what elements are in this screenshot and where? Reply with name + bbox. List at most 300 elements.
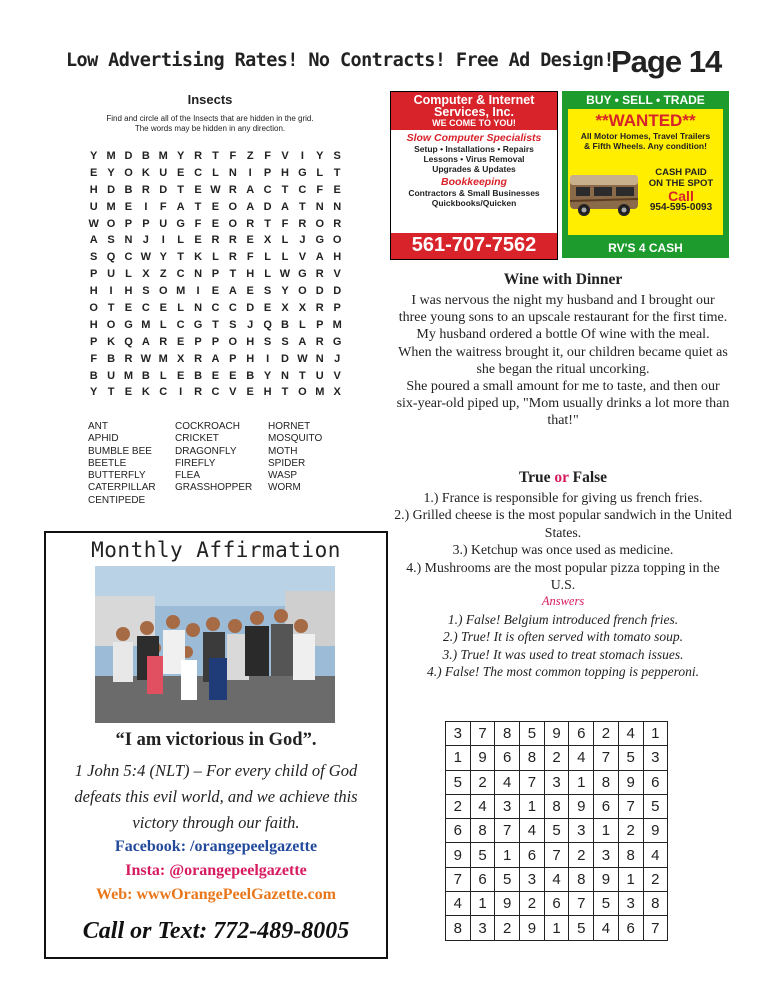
word-search-letter[interactable]: N bbox=[315, 200, 324, 213]
sudoku-cell[interactable]: 7 bbox=[544, 843, 569, 867]
word-search-letter[interactable]: Y bbox=[90, 150, 98, 162]
sudoku-cell[interactable]: 2 bbox=[643, 867, 668, 891]
word-search-letter[interactable]: R bbox=[315, 302, 324, 315]
word-search-letter[interactable]: R bbox=[194, 386, 203, 399]
word-search-letter[interactable]: S bbox=[229, 318, 237, 331]
sudoku-cell[interactable]: 1 bbox=[520, 794, 545, 818]
word-search-letter[interactable]: Q bbox=[124, 335, 133, 348]
word-search-letter[interactable]: C bbox=[176, 318, 185, 331]
word-search-letter[interactable]: U bbox=[89, 200, 98, 213]
word-search-letter[interactable]: L bbox=[159, 369, 167, 382]
word-search-letter[interactable]: T bbox=[177, 251, 185, 264]
sudoku-cell[interactable]: 5 bbox=[446, 770, 471, 794]
word-search-letter[interactable]: T bbox=[107, 386, 115, 399]
sudoku-cell[interactable]: 2 bbox=[495, 916, 520, 940]
word-search-letter[interactable]: P bbox=[194, 335, 202, 348]
sudoku-cell[interactable]: 8 bbox=[446, 916, 471, 940]
word-search-letter[interactable]: S bbox=[333, 150, 341, 162]
word-search-letter[interactable]: P bbox=[211, 335, 220, 348]
word-search-letter[interactable]: Q bbox=[106, 251, 116, 264]
word-search-letter[interactable]: T bbox=[212, 150, 219, 162]
sudoku-cell[interactable]: 4 bbox=[544, 867, 569, 891]
word-search-letter[interactable]: D bbox=[246, 302, 255, 315]
facebook-link[interactable]: Facebook: /orangepeelgazette bbox=[114, 838, 318, 855]
word-search-letter[interactable]: O bbox=[89, 302, 98, 315]
word-search-letter[interactable]: M bbox=[315, 386, 325, 399]
word-search-letter[interactable]: H bbox=[246, 335, 255, 348]
word-search-letter[interactable]: W bbox=[210, 183, 221, 196]
word-search-letter[interactable]: O bbox=[106, 318, 116, 331]
word-search-letter[interactable]: G bbox=[332, 335, 342, 348]
word-search-letter[interactable]: Y bbox=[316, 150, 324, 162]
word-search-letter[interactable]: N bbox=[194, 268, 203, 281]
word-search-letter[interactable]: O bbox=[228, 335, 238, 348]
word-search-letter[interactable]: R bbox=[228, 251, 237, 264]
word-search-letter[interactable]: A bbox=[89, 234, 98, 247]
word-search-letter[interactable]: R bbox=[194, 352, 203, 365]
word-search-letter[interactable]: R bbox=[315, 335, 324, 348]
word-search-letter[interactable]: T bbox=[333, 166, 341, 179]
word-search-letter[interactable]: E bbox=[211, 369, 220, 382]
word-search-letter[interactable]: E bbox=[211, 200, 220, 213]
sudoku-cell[interactable]: 7 bbox=[520, 770, 545, 794]
word-search-letter[interactable]: A bbox=[211, 352, 220, 365]
word-search-letter[interactable]: Y bbox=[281, 285, 289, 298]
word-search-letter[interactable]: P bbox=[333, 302, 341, 315]
sudoku-cell[interactable]: 7 bbox=[470, 722, 495, 746]
word-search-letter[interactable]: L bbox=[299, 318, 306, 331]
word-search-letter[interactable]: N bbox=[333, 200, 342, 213]
word-search-letter[interactable]: B bbox=[141, 369, 150, 382]
word-search-letter[interactable]: F bbox=[90, 352, 98, 365]
word-search-letter[interactable]: W bbox=[297, 352, 308, 365]
word-search-letter[interactable]: O bbox=[315, 217, 325, 230]
sudoku-cell[interactable]: 6 bbox=[569, 722, 594, 746]
word-search-letter[interactable]: E bbox=[124, 200, 133, 213]
word-search-letter[interactable]: G bbox=[124, 318, 133, 331]
word-search-letter[interactable]: X bbox=[298, 302, 307, 315]
word-search-letter[interactable]: G bbox=[176, 217, 185, 230]
word-search-letter[interactable]: E bbox=[124, 302, 133, 315]
word-search-letter[interactable]: F bbox=[316, 183, 324, 196]
sudoku-cell[interactable]: 6 bbox=[544, 892, 569, 916]
word-search-letter[interactable]: T bbox=[299, 200, 306, 213]
word-search-letter[interactable]: E bbox=[176, 166, 185, 179]
word-search-letter[interactable]: F bbox=[229, 150, 237, 162]
word-search-letter[interactable]: L bbox=[125, 268, 132, 281]
sudoku-cell[interactable]: 1 bbox=[569, 770, 594, 794]
sudoku-cell[interactable]: 9 bbox=[495, 892, 520, 916]
sudoku-cell[interactable]: 2 bbox=[520, 892, 545, 916]
word-search-letter[interactable]: K bbox=[141, 386, 150, 399]
word-search-letter[interactable]: E bbox=[176, 369, 185, 382]
word-search-letter[interactable]: A bbox=[246, 183, 255, 196]
word-search-letter[interactable]: A bbox=[281, 200, 289, 213]
word-search-letter[interactable]: G bbox=[298, 166, 307, 179]
word-search-letter[interactable]: G bbox=[298, 268, 307, 281]
word-search-letter[interactable]: M bbox=[158, 150, 168, 162]
sudoku-cell[interactable]: 4 bbox=[470, 794, 495, 818]
word-search-letter[interactable]: C bbox=[124, 251, 133, 264]
sudoku-cell[interactable]: 9 bbox=[569, 794, 594, 818]
word-search-letter[interactable]: A bbox=[176, 200, 185, 213]
word-search-letter[interactable]: M bbox=[141, 318, 151, 331]
word-search-letter[interactable]: T bbox=[229, 268, 237, 281]
word-search-letter[interactable]: N bbox=[228, 166, 237, 179]
word-search-letter[interactable]: A bbox=[141, 335, 150, 348]
word-search-letter[interactable]: H bbox=[333, 251, 342, 264]
sudoku-cell[interactable]: 5 bbox=[569, 916, 594, 940]
word-search-letter[interactable]: E bbox=[211, 285, 220, 298]
word-search-letter[interactable]: U bbox=[107, 369, 116, 382]
word-search-letter[interactable]: U bbox=[315, 369, 324, 382]
word-search-letter[interactable]: O bbox=[228, 217, 238, 230]
word-search-letter[interactable]: R bbox=[298, 217, 307, 230]
word-search-letter[interactable]: P bbox=[90, 268, 98, 281]
word-search-letter[interactable]: C bbox=[211, 386, 220, 399]
word-search-letter[interactable]: Q bbox=[263, 318, 272, 331]
word-search-letter[interactable]: X bbox=[176, 352, 185, 365]
word-search-letter[interactable]: E bbox=[159, 302, 167, 315]
sudoku-cell[interactable]: 1 bbox=[643, 722, 668, 746]
word-search-letter[interactable]: T bbox=[107, 302, 115, 315]
sudoku-cell[interactable]: 5 bbox=[618, 746, 643, 770]
word-search-letter[interactable]: H bbox=[281, 166, 289, 179]
word-search-letter[interactable]: R bbox=[246, 217, 255, 230]
word-search-letter[interactable]: E bbox=[229, 369, 237, 382]
word-search-letter[interactable]: E bbox=[246, 386, 254, 399]
word-search-letter[interactable]: U bbox=[159, 166, 168, 179]
sudoku-cell[interactable]: 1 bbox=[618, 867, 643, 891]
word-search-letter[interactable]: P bbox=[124, 217, 133, 230]
word-search-letter[interactable]: C bbox=[159, 386, 168, 399]
word-search-letter[interactable]: R bbox=[228, 183, 237, 196]
instagram-link[interactable]: Insta: @orangepeelgazette bbox=[125, 862, 307, 879]
word-search-letter[interactable]: R bbox=[141, 183, 150, 196]
word-search-letter[interactable]: T bbox=[194, 200, 202, 213]
word-search-letter[interactable]: S bbox=[263, 335, 272, 348]
word-search-letter[interactable]: E bbox=[333, 183, 341, 196]
word-search-letter[interactable]: S bbox=[281, 335, 289, 348]
word-search-letter[interactable]: G bbox=[315, 234, 325, 247]
sudoku-cell[interactable]: 2 bbox=[569, 843, 594, 867]
word-search-letter[interactable]: H bbox=[89, 285, 98, 298]
word-search-letter[interactable]: O bbox=[332, 234, 342, 247]
word-search-letter[interactable]: H bbox=[89, 183, 98, 196]
word-search-letter[interactable]: A bbox=[315, 251, 324, 264]
word-search-letter[interactable]: R bbox=[315, 268, 324, 281]
word-search-letter[interactable]: E bbox=[246, 234, 254, 247]
word-search-letter[interactable]: A bbox=[298, 335, 307, 348]
word-search-letter[interactable]: H bbox=[246, 268, 255, 281]
sudoku-cell[interactable]: 8 bbox=[594, 770, 619, 794]
word-search-letter[interactable]: D bbox=[124, 150, 133, 162]
sudoku-cell[interactable]: 2 bbox=[470, 770, 495, 794]
word-search-letter[interactable]: N bbox=[124, 234, 133, 247]
word-search-letter[interactable]: S bbox=[263, 285, 272, 298]
word-search-letter[interactable]: L bbox=[264, 268, 271, 281]
word-search-letter[interactable]: I bbox=[179, 386, 183, 399]
sudoku-cell[interactable]: 4 bbox=[569, 746, 594, 770]
sudoku-cell[interactable]: 7 bbox=[569, 892, 594, 916]
word-search-letter[interactable]: W bbox=[88, 217, 99, 230]
word-search-letter[interactable]: B bbox=[124, 183, 133, 196]
word-search-letter[interactable]: P bbox=[229, 352, 237, 365]
word-search-letter[interactable]: D bbox=[315, 285, 324, 298]
word-search-letter[interactable]: V bbox=[298, 251, 307, 264]
word-search-letter[interactable]: A bbox=[228, 285, 237, 298]
word-search-letter[interactable]: R bbox=[159, 335, 168, 348]
word-search-letter[interactable]: L bbox=[159, 318, 167, 331]
word-search-letter[interactable]: B bbox=[281, 318, 289, 331]
word-search-letter[interactable]: M bbox=[106, 200, 116, 213]
word-search-letter[interactable]: E bbox=[194, 183, 202, 196]
sudoku-cell[interactable]: 2 bbox=[594, 722, 619, 746]
word-search-letter[interactable]: P bbox=[90, 335, 98, 348]
word-search-letter[interactable]: Y bbox=[159, 251, 167, 264]
website-link[interactable]: Web: wwwOrangePeelGazette.com bbox=[96, 886, 336, 903]
word-search-letter[interactable]: Y bbox=[90, 386, 98, 399]
word-search-letter[interactable]: Y bbox=[263, 369, 272, 382]
word-search-letter[interactable]: K bbox=[141, 166, 150, 179]
sudoku-cell[interactable]: 6 bbox=[618, 916, 643, 940]
word-search-letter[interactable]: C bbox=[176, 268, 185, 281]
sudoku-cell[interactable]: 7 bbox=[618, 794, 643, 818]
sudoku-cell[interactable]: 1 bbox=[594, 819, 619, 843]
word-search-letter[interactable]: L bbox=[212, 251, 219, 264]
sudoku-cell[interactable]: 7 bbox=[643, 916, 668, 940]
sudoku-cell[interactable]: 4 bbox=[594, 916, 619, 940]
word-search-letter[interactable]: E bbox=[194, 234, 202, 247]
word-search-letter[interactable]: R bbox=[194, 150, 203, 162]
call-or-text[interactable]: Call or Text: 772-489-8005 bbox=[82, 918, 350, 944]
word-search-letter[interactable]: S bbox=[107, 234, 115, 247]
sudoku-cell[interactable]: 9 bbox=[544, 722, 569, 746]
word-search-letter[interactable]: H bbox=[89, 318, 98, 331]
sudoku-cell[interactable]: 5 bbox=[520, 722, 545, 746]
word-search-letter[interactable]: R bbox=[124, 352, 133, 365]
sudoku-cell[interactable]: 7 bbox=[495, 819, 520, 843]
sudoku-cell[interactable]: 6 bbox=[446, 819, 471, 843]
sudoku-cell[interactable]: 6 bbox=[495, 746, 520, 770]
word-search-letter[interactable]: F bbox=[246, 251, 254, 264]
word-search-letter[interactable]: T bbox=[281, 183, 289, 196]
word-search-letter[interactable]: O bbox=[228, 200, 238, 213]
sudoku-cell[interactable]: 5 bbox=[470, 843, 495, 867]
sudoku-cell[interactable]: 8 bbox=[569, 867, 594, 891]
sudoku-cell[interactable]: 4 bbox=[446, 892, 471, 916]
sudoku-cell[interactable]: 5 bbox=[594, 892, 619, 916]
word-search-letter[interactable]: I bbox=[144, 200, 148, 213]
word-search-letter[interactable]: T bbox=[177, 183, 185, 196]
word-search-letter[interactable]: M bbox=[106, 150, 116, 162]
sudoku-cell[interactable]: 9 bbox=[446, 843, 471, 867]
sudoku-cell[interactable]: 1 bbox=[446, 746, 471, 770]
sudoku-cell[interactable]: 1 bbox=[544, 916, 569, 940]
word-search-letter[interactable]: X bbox=[263, 234, 272, 247]
word-search-letter[interactable]: W bbox=[140, 352, 152, 365]
word-search-letter[interactable]: R bbox=[228, 234, 237, 247]
word-search-letter[interactable]: H bbox=[263, 386, 272, 399]
word-search-letter[interactable]: C bbox=[194, 166, 203, 179]
word-search-letter[interactable]: W bbox=[279, 268, 291, 281]
sudoku-cell[interactable]: 8 bbox=[470, 819, 495, 843]
word-search-letter[interactable]: E bbox=[176, 335, 185, 348]
word-search-letter[interactable]: N bbox=[194, 302, 203, 315]
word-search-letter[interactable]: J bbox=[334, 352, 341, 365]
word-search-letter[interactable]: H bbox=[124, 285, 133, 298]
sudoku-cell[interactable]: 8 bbox=[618, 843, 643, 867]
word-search-letter[interactable]: B bbox=[194, 369, 203, 382]
word-search-letter[interactable]: M bbox=[158, 352, 168, 365]
sudoku-cell[interactable]: 3 bbox=[520, 867, 545, 891]
word-search-letter[interactable]: L bbox=[281, 251, 289, 264]
sudoku-cell[interactable]: 6 bbox=[470, 867, 495, 891]
word-search-letter[interactable]: B bbox=[141, 150, 150, 162]
word-search-letter[interactable]: B bbox=[246, 369, 255, 382]
sudoku-cell[interactable]: 9 bbox=[643, 819, 668, 843]
word-search-letter[interactable]: L bbox=[177, 302, 185, 315]
word-search-letter[interactable]: L bbox=[281, 234, 289, 247]
word-search-letter[interactable]: Y bbox=[176, 150, 185, 162]
sudoku-cell[interactable]: 8 bbox=[520, 746, 545, 770]
sudoku-cell[interactable]: 1 bbox=[470, 892, 495, 916]
sudoku-cell[interactable]: 4 bbox=[643, 843, 668, 867]
word-search-letter[interactable]: J bbox=[142, 234, 149, 247]
word-search-letter[interactable]: K bbox=[194, 251, 203, 264]
sudoku-cell[interactable]: 9 bbox=[520, 916, 545, 940]
word-search-letter[interactable]: O bbox=[106, 217, 116, 230]
word-search-letter[interactable]: I bbox=[196, 285, 200, 298]
word-search-letter[interactable]: L bbox=[212, 166, 219, 179]
sudoku-cell[interactable]: 4 bbox=[520, 819, 545, 843]
sudoku-cell[interactable]: 1 bbox=[495, 843, 520, 867]
word-search-letter[interactable]: T bbox=[212, 318, 219, 331]
word-search-letter[interactable]: Z bbox=[159, 268, 167, 281]
sudoku-cell[interactable]: 8 bbox=[643, 892, 668, 916]
sudoku-cell[interactable]: 5 bbox=[495, 867, 520, 891]
sudoku-cell[interactable]: 3 bbox=[470, 916, 495, 940]
sudoku-cell[interactable]: 9 bbox=[594, 867, 619, 891]
word-search-letter[interactable]: I bbox=[300, 150, 304, 162]
word-search-letter[interactable]: P bbox=[263, 166, 272, 179]
sudoku-cell[interactable]: 9 bbox=[618, 770, 643, 794]
word-search-letter[interactable]: C bbox=[228, 302, 237, 315]
word-search-letter[interactable]: H bbox=[246, 352, 255, 365]
sudoku-cell[interactable]: 7 bbox=[446, 867, 471, 891]
computer-ad-phone[interactable]: 561-707-7562 bbox=[391, 233, 557, 259]
sudoku-cell[interactable]: 7 bbox=[594, 746, 619, 770]
word-search-letter[interactable]: A bbox=[246, 200, 255, 213]
word-search-letter[interactable]: S bbox=[90, 251, 98, 264]
word-search-letter[interactable]: P bbox=[211, 268, 220, 281]
sudoku-cell[interactable]: 2 bbox=[446, 794, 471, 818]
rv-ad-phone[interactable]: 954-595-0093 bbox=[649, 202, 713, 213]
word-search-letter[interactable]: E bbox=[246, 285, 254, 298]
word-search-letter[interactable]: X bbox=[333, 386, 341, 399]
word-search-letter[interactable]: P bbox=[142, 217, 150, 230]
sudoku-cell[interactable]: 3 bbox=[594, 843, 619, 867]
word-search-letter[interactable]: E bbox=[263, 302, 272, 315]
word-search-letter[interactable]: L bbox=[316, 166, 324, 179]
word-search-letter[interactable]: E bbox=[90, 166, 98, 179]
word-search-letter[interactable]: D bbox=[281, 352, 289, 365]
word-search-letter[interactable]: M bbox=[176, 285, 186, 298]
word-search-letter[interactable]: I bbox=[248, 166, 252, 179]
word-search-letter[interactable]: I bbox=[266, 352, 270, 365]
sudoku-cell[interactable]: 4 bbox=[618, 722, 643, 746]
word-search-letter[interactable]: R bbox=[333, 217, 342, 230]
word-search-letter[interactable]: D bbox=[263, 200, 272, 213]
sudoku-cell[interactable]: 3 bbox=[618, 892, 643, 916]
word-search-letter[interactable]: C bbox=[298, 183, 307, 196]
word-search-letter[interactable]: X bbox=[142, 268, 150, 281]
word-search-letter[interactable]: D bbox=[107, 183, 116, 196]
word-search-letter[interactable]: U bbox=[107, 268, 116, 281]
word-search-letter[interactable]: O bbox=[298, 386, 307, 399]
sudoku-cell[interactable]: 2 bbox=[618, 819, 643, 843]
word-search-letter[interactable]: N bbox=[315, 352, 324, 365]
sudoku-cell[interactable]: 5 bbox=[643, 794, 668, 818]
word-search-letter[interactable]: F bbox=[281, 217, 289, 230]
sudoku-cell[interactable]: 2 bbox=[544, 746, 569, 770]
word-search-letter[interactable]: Y bbox=[107, 166, 115, 179]
sudoku-cell[interactable]: 9 bbox=[470, 746, 495, 770]
word-search-letter[interactable]: G bbox=[193, 318, 203, 331]
word-search-letter[interactable]: O bbox=[124, 166, 133, 179]
word-search-letter[interactable]: Z bbox=[246, 150, 254, 162]
word-search-letter[interactable]: U bbox=[159, 217, 168, 230]
word-search-letter[interactable]: B bbox=[107, 352, 116, 365]
sudoku-cell[interactable]: 6 bbox=[643, 770, 668, 794]
word-search-letter[interactable]: M bbox=[332, 318, 342, 331]
word-search-letter[interactable]: L bbox=[264, 251, 271, 264]
word-search-letter[interactable]: L bbox=[177, 234, 185, 247]
word-search-letter[interactable]: K bbox=[107, 335, 116, 348]
sudoku-cell[interactable]: 6 bbox=[520, 843, 545, 867]
word-search-letter[interactable]: V bbox=[229, 386, 237, 399]
sudoku-cell[interactable]: 3 bbox=[446, 722, 471, 746]
word-search-letter[interactable]: T bbox=[281, 386, 289, 399]
word-search-letter[interactable]: P bbox=[316, 318, 324, 331]
sudoku-cell[interactable]: 3 bbox=[544, 770, 569, 794]
sudoku-cell[interactable]: 3 bbox=[569, 819, 594, 843]
word-search-letter[interactable]: F bbox=[159, 200, 167, 213]
sudoku-cell[interactable]: 3 bbox=[495, 794, 520, 818]
word-search-letter[interactable]: J bbox=[247, 318, 254, 331]
word-search-letter[interactable]: E bbox=[211, 217, 220, 230]
word-search-letter[interactable]: C bbox=[263, 183, 272, 196]
sudoku-cell[interactable]: 5 bbox=[544, 819, 569, 843]
word-search-letter[interactable]: O bbox=[298, 285, 307, 298]
word-search-letter[interactable]: I bbox=[161, 234, 165, 247]
word-search-letter[interactable]: D bbox=[159, 183, 168, 196]
word-search-letter[interactable]: S bbox=[142, 285, 150, 298]
word-search-letter[interactable]: V bbox=[333, 268, 341, 281]
sudoku-cell[interactable]: 3 bbox=[643, 746, 668, 770]
word-search-letter[interactable]: V bbox=[333, 369, 341, 382]
word-search-letter[interactable]: O bbox=[158, 285, 168, 298]
word-search-letter[interactable]: T bbox=[299, 369, 306, 382]
word-search-letter[interactable]: B bbox=[89, 369, 98, 382]
sudoku-cell[interactable]: 8 bbox=[495, 722, 520, 746]
word-search-letter[interactable]: J bbox=[299, 234, 306, 247]
word-search-letter[interactable]: V bbox=[281, 150, 289, 162]
word-search-letter[interactable]: D bbox=[333, 285, 342, 298]
word-search-letter[interactable]: C bbox=[211, 302, 220, 315]
word-search-letter[interactable]: F bbox=[264, 150, 271, 162]
word-search-letter[interactable]: M bbox=[123, 369, 134, 382]
